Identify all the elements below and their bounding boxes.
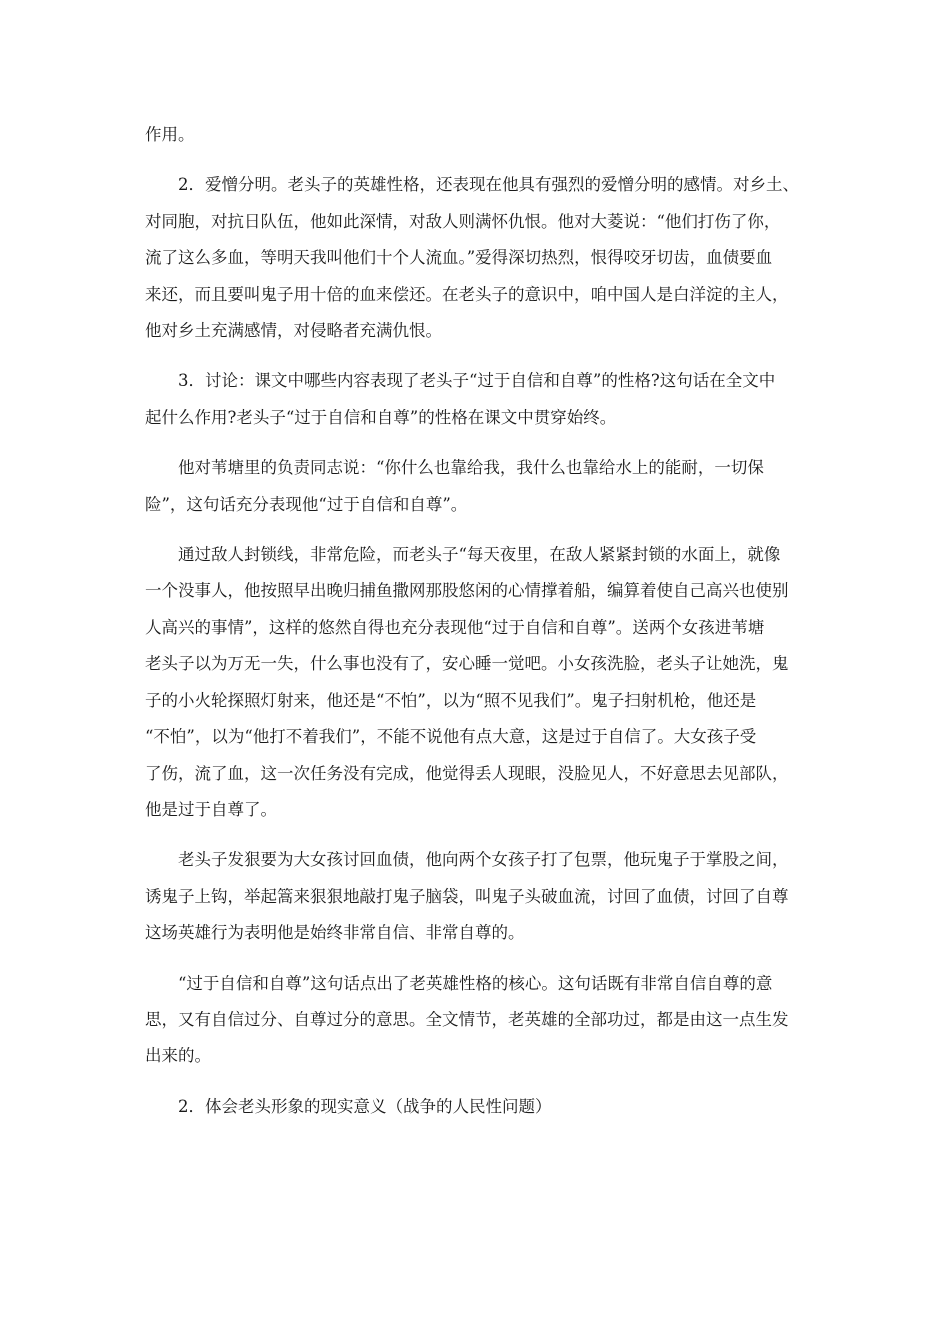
text-line: 他对乡土充满感情，对侵略者充满仇恨。 — [145, 321, 442, 341]
document-page — [145, 117, 813, 1139]
text-line: 思，又有自信过分、自尊过分的意思。全文情节，老英雄的全部功过，都是由这一点生发 — [145, 1009, 789, 1029]
text-line: 险”，这句话充分表现他“过于自信和自尊”。 — [145, 494, 468, 514]
text-line: 来还，而且要叫鬼子用十倍的血来偿还。在老头子的意识中，咱中国人是白洋淀的主人， — [145, 284, 789, 304]
text-line: 人高兴的事情”，这样的悠然自得也充分表现他“过于自信和自尊”。送两个女孩进苇塘 — [145, 617, 765, 637]
text-line: “不怕”，以为“他打不着我们”，不能不说他有点大意，这是过于自信了。大女孩子受 — [145, 727, 757, 747]
text-line: 这场英雄行为表明他是始终非常自信、非常自尊的。 — [145, 923, 525, 943]
paragraph-6 — [145, 966, 813, 1075]
text-line: 一个没事人，他按照早出晚归捕鱼撒网那股悠闲的心情撑着船，编算着使自己高兴也使别 — [145, 581, 789, 601]
text-line: 了伤，流了血，这一次任务没有完成，他觉得丢人现眼，没脸见人，不好意思去见部队， — [145, 763, 789, 783]
text-line: 通过敌人封锁线，非常危险，而老头子“每天夜里，在敌人紧紧封锁的水面上，就像 — [178, 545, 781, 565]
paragraph-3 — [145, 450, 813, 523]
text-line: 出来的。 — [145, 1046, 211, 1066]
text-line: “过于自信和自尊”这句话点出了老英雄性格的核心。这句话既有非常自信自尊的意 — [178, 973, 773, 993]
paragraph-7 — [145, 1089, 813, 1125]
paragraph-2 — [145, 363, 813, 436]
paragraph-0 — [145, 117, 813, 153]
paragraph-4 — [145, 537, 813, 828]
paragraph-1 — [145, 167, 813, 349]
text-line: 他是过于自尊了。 — [145, 799, 277, 819]
text-line: 诱鬼子上钩，举起篙来狠狠地敲打鬼子脑袋，叫鬼子头破血流，讨回了血债，讨回了自尊 — [145, 886, 789, 906]
text-line: 2．爱憎分明。老头子的英雄性格，还表现在他具有强烈的爱憎分明的感情。对乡土、 — [178, 175, 799, 195]
text-line: 3．讨论：课文中哪些内容表现了老头子“过于自信和自尊”的性格?这句话在全文中 — [178, 371, 776, 391]
paragraph-5 — [145, 842, 813, 951]
text-line: 老头子发狠要为大女孩讨回血债，他向两个女孩子打了包票，他玩鬼子于掌股之间， — [178, 850, 789, 870]
text-line: 子的小火轮探照灯射来，他还是“不怕”，以为“照不见我们”。鬼子扫射机枪，他还是 — [145, 690, 757, 710]
text-line: 他对苇塘里的负责同志说：“你什么也靠给我，我什么也靠给水上的能耐，一切保 — [178, 458, 764, 478]
text-line: 流了这么多血，等明天我叫他们十个人流血。”爱得深切热烈，恨得咬牙切齿，血债要血 — [145, 248, 773, 268]
text-line: 对同胞，对抗日队伍，他如此深情，对敌人则满怀仇恨。他对大菱说：“他们打伤了你， — [145, 211, 781, 231]
text-line: 2．体会老头形象的现实意义（战争的人民性问题） — [178, 1096, 552, 1116]
text-line: 老头子以为万无一失，什么事也没有了，安心睡一觉吧。小女孩洗脸，老头子让她洗，鬼 — [145, 654, 789, 674]
text-line: 起什么作用?老头子“过于自信和自尊”的性格在课文中贯穿始终。 — [145, 407, 617, 427]
text-line: 作用。 — [145, 125, 195, 144]
